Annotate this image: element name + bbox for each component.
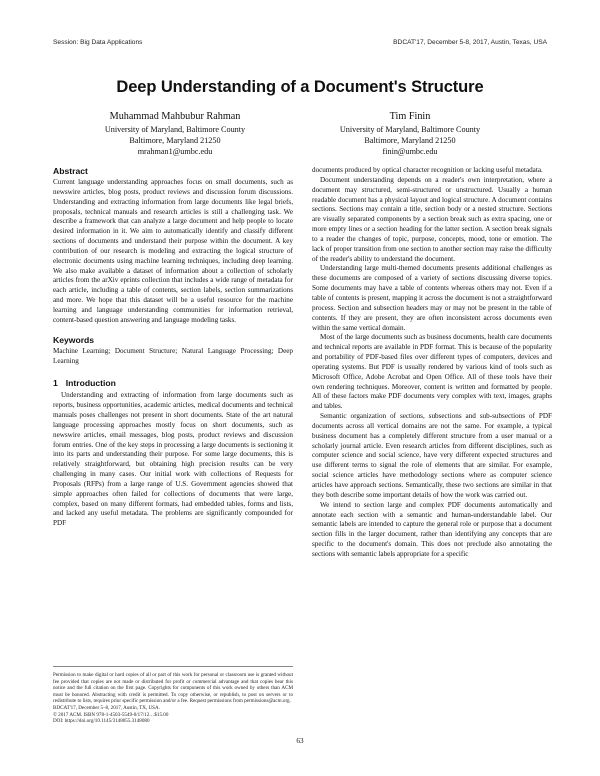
body-paragraph: Understanding large multi-themed documents presents additional challenges as these documents are composed of a variety of sections discussing diverse topics. Some documents may have a table of contents whereas others may not. Even if a table of contents is present, mapping it across the document is not a straightforward process. Section and subsection headers may or may not be present in the table of contents. If they are present, they are often inconsistent across documents even within the same vertical domain. [312,264,552,332]
body-paragraph: Semantic organization of sections, subsections and sub-subsections of PDF documents across all vertical domains are not the same. For example, a typical business document has a completely different structure from a user manual or a scholarly journal article. Even research articles from different disciplines, such as computer science and social science, have very different expected structures and use different terms to signal the role of elements that are similar. For example, social science articles have methodology sections where as computer science articles have approach sections. Semantically, these two sections are similar in that they both describe some important details of how the work was carried out. [312,412,552,499]
running-header-left: Session: Big Data Applications [53,39,143,46]
body-paragraph: Most of the large documents such as business documents, health care documents and technical reports are available in PDF format. This is because of the popularity and portability of PDF-based files over different types of computers, devices and operating systems. But PDF is usually rendered by various kind of tools such as Microsoft Office, Adobe Acrobat and Open Office. All of these tools have their own rendering techniques. Moreover, content is written and formatted by people. All of these factors make PDF documents very complex with text, images, graphs and tables. [312,333,552,411]
author-name: Muhammad Mahbubur Rahman [109,111,241,122]
paper-title: Deep Understanding of a Document's Structure [116,78,484,96]
body-paragraph: documents produced by optical character recognition or lacking useful metadata. [312,166,543,174]
introduction-paragraph: Understanding and extracting of information from large documents such as reports, business opportunities, academic articles, medical documents and technical manuals poses challenges not present in short documents. State of the art natural language processing approaches mostly focus on short documents, such as newswire articles, email messages, blog posts, product reviews and discussion forum entries. One of the key steps in processing a large documents is sectioning it into its parts and understanding their purpose. For some large documents, this is relatively straightforward, but obtaining high precision results can be very challenging in many cases. Our initial work with collections of Requests for Proposals (RFPs) from a large range of U.S. Government agencies showed that simple approaches often failed for collections of documents that were large, complex, based on many different formats, had embedded tables, forms and lists, and lacked any useful metadata. The problems are significantly compounded for PDF [53,391,293,528]
abstract-text: Current language understanding approaches focus on small documents, such as newswire articles, blog posts, product reviews and discussion forum discussions. Understanding and extracting information from large documents like legal briefs, proposals, technical manuals and research articles is still a challenging task. We describe a framework that can analyze a large document and help people to locate desired information in it. We aim to automatically identify and classify different sections of documents and understand their purpose within the document. A key contribution of our research is modeling and extracting the logical structure of electronic documents using machine learning techniques, including deep learning. We also make available a dataset of information about a collection of scholarly articles from the arXiv eprints collection that includes a wide range of metadata for each article, including a table of contents, section labels, section summarizations and more. We hope that this dataset will be a useful resource for the machine learning and language understanding communities for information retrieval, content-based question answering and language modeling tasks. [53,178,293,324]
doi-line: DOI: https://doi.org/10.1145/3148055.3148080 [53,718,150,725]
author-email: finin@umbc.edu [382,147,438,157]
author-block-2 [285,111,535,158]
author-block-1 [50,111,300,158]
author-affiliation: University of Maryland, Baltimore County [104,124,246,134]
author-affiliation: University of Maryland, Baltimore County [339,124,481,134]
body-paragraph: We intend to section large and complex PDF documents automatically and annotate each section with a semantic and human-understandable label. Our semantic labels are intended to capture the general role or purpose that a document section fills in the larger document, rather than identifying any concepts that are specific to the document's domain. This does not preclude also annotating the sections with semantic labels appropriate for a specific [312,500,552,558]
right-column [312,166,552,560]
left-column [53,166,293,529]
copyright-footnote [53,666,293,725]
author-address: Baltimore, Maryland 21250 [364,136,456,145]
section-number: 1 [53,378,58,389]
author-email: mrahman1@umbc.edu [137,147,213,157]
copyright-line: © 2017 ACM. ISBN 978-1-4503-5549-0/17/12…$15.00 [53,711,169,718]
author-address: Baltimore, Maryland 21250 [129,136,221,145]
body-paragraph: Document understanding depends on a reader's own interpretation, where a document may structured, semi-structured or unstructured. Usually a human readable document has a physical layout and logical structure. A document contains sections. Sections may contain a title, section body or a nested structure. Sections are visually separated components by a section break such as extra spacing, one or more empty lines or a section heading for the latter section. A section break signals to a reader the changes of topic, purpose, concepts, mood, tone or emotion. The lack of proper transition from one section to another section may raise the difficulty of the reader's ability to understand the document. [312,175,552,263]
running-header-right: BDCAT'17, December 5-8, 2017, Austin, Texas, USA [393,39,547,46]
page-number: 63 [296,737,304,745]
section-title: Introduction [65,378,116,389]
running-header [53,39,547,46]
author-name: Tim Finin [389,111,431,122]
conference-info: BDCAT'17, December 5–8, 2017, Austin, TX, USA. [53,704,160,711]
permission-notice: Permission to make digital or hard copies of all or part of this work for personal or classroom use is granted without fee provided that copies are not made or distributed for profit or commercial advantage and that copies bear this notice and the full citation on the first page. Copyrights for components of this work owned by others than ACM must be honored. Abstracting with credit is permitted. To copy otherwise, or republish, to post on servers or to redistribute to lists, requires prior specific permission and/or a fee. Request permissions from permissions@acm.org. [53,672,293,705]
introduction-heading [53,378,293,389]
keywords-text: Machine Learning; Document Structure; Natural Language Processing; Deep Learning [53,346,293,365]
abstract-heading: Abstract [53,166,88,176]
keywords-heading: Keywords [53,334,95,345]
